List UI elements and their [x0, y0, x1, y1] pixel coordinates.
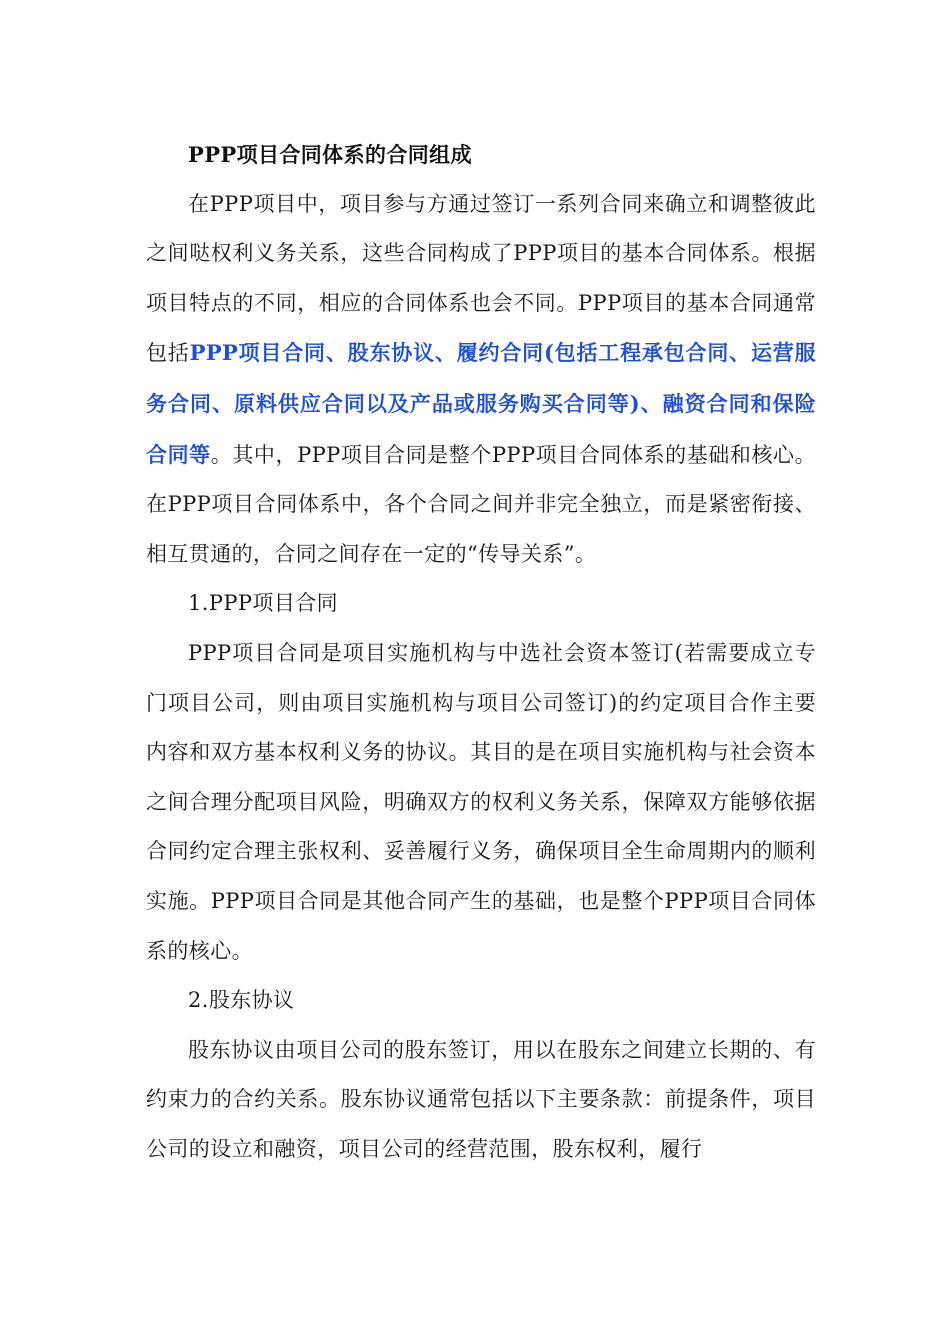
intro-text-before: 在PPP项目中，项目参与方通过签订一系列合同来确立和调整彼此之间哒权利义务关系，这些合同构成了PPP项目的基本合同体系。根据项目特点的不同，相应的合同体系也会不同。PPP项目的基本合同通常包括 [146, 191, 816, 366]
section2-paragraph: 股东协议由项目公司的股东签订，用以在股东之间建立长期的、有约束力的合约关系。股东协议通常包括以下主要条款：前提条件，项目公司的设立和融资，项目公司的经营范围，股东权利，履行 [146, 1037, 816, 1161]
section1-heading: 1.PPP项目合同 [188, 591, 339, 616]
intro-paragraph [146, 180, 816, 580]
section1-paragraph: PPP项目合同是项目实施机构与中选社会资本签订(若需要成立专门项目公司，则由项目实施机构与项目公司签订)的约定项目合作主要内容和双方基本权利义务的协议。其目的是在项目实施机构与社会资本之间合理分配项目风险，明确双方的权利义务关系，保障双方能够依据合同约定合理主张权利、妥善履行义务，确保项目全生命周期内的顺利实施。PPP项目合同是其他合同产生的基础，也是整个PPP项目合同体系的核心。 [146, 640, 816, 963]
intro-text-after: 。其中，PPP项目合同是整个PPP项目合同体系的基础和核心。在PPP项目合同体系中，各个合同之间并非完全独立，而是紧密衔接、相互贯通的，合同之间存在一定的“传导关系”。 [146, 442, 817, 566]
document-title: PPP项目合同体系的合同组成 [188, 142, 472, 167]
intro-highlight-text: PPP项目合同、股东协议、履约合同(包括工程承包合同、运营服务合同、原料供应合同以及产品或服务购买合同等)、融资合同和保险合同等 [146, 340, 816, 467]
document-body [146, 130, 816, 1174]
section2-heading: 2.股东协议 [188, 988, 295, 1013]
